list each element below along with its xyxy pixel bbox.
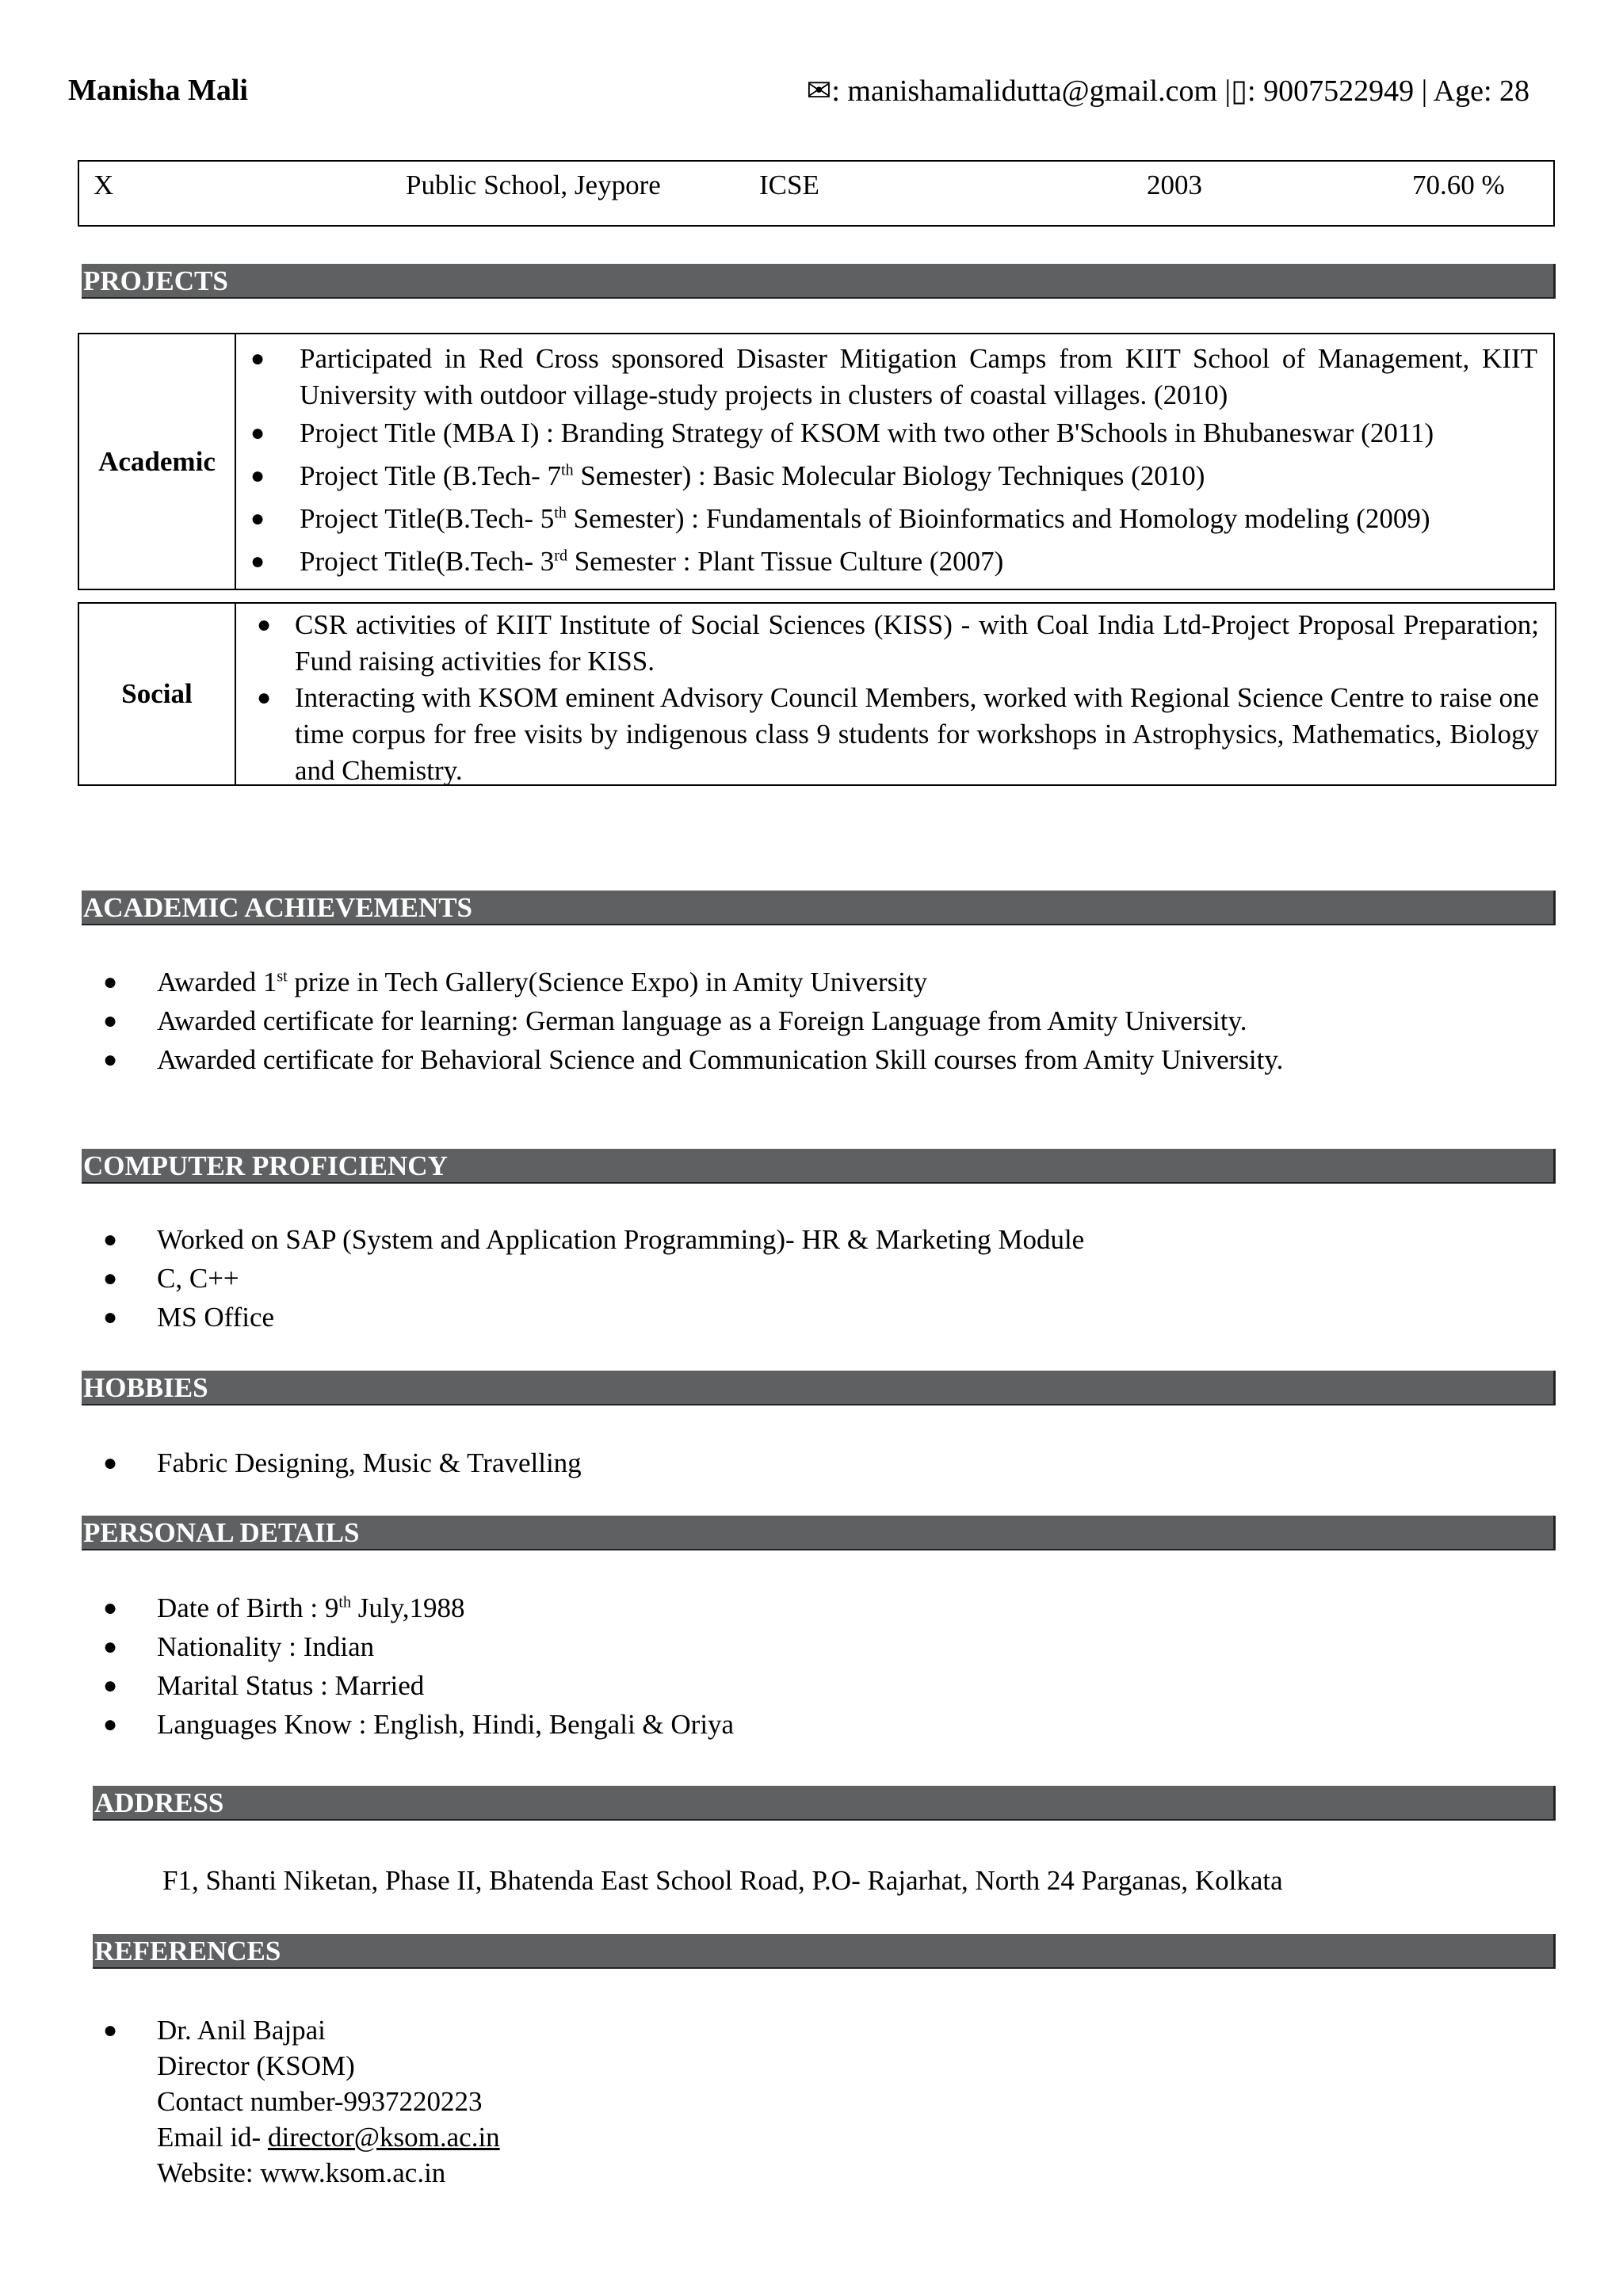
bullet-icon: ● [250, 463, 265, 489]
bullet-icon: ● [250, 420, 265, 446]
list-item: ● Interacting with KSOM eminent Advisory Council Members, worked with Regional Science Centre to raise one time corpus for free visits by indigenous class 9 students for workshops in Astrophysics, Mathematics, Biology and Chemistry. [235, 680, 1539, 786]
reference-name: Dr. Anil Bajpai [157, 2015, 326, 2046]
education-institute: Public School, Jeypore [406, 170, 661, 200]
list-item: ● Project Title (MBA I) : Branding Strategy of KSOM with two other B'Schools in Bhubaneswar (2011) [235, 415, 1537, 452]
bullet-icon: ● [103, 1595, 118, 1621]
projects-academic-list [235, 334, 1553, 589]
list-item: ● Project Title (B.Tech- 7th Semester) : Basic Molecular Biology Techniques (2010) [235, 458, 1537, 494]
section-header-address: ADDRESS [93, 1786, 1556, 1821]
list-item: ● CSR activities of KIIT Institute of Social Sciences (KISS) - with Coal India Ltd-Project Proposal Preparation; Fund raising activities for KISS. [235, 607, 1539, 680]
bullet-icon: ● [103, 2017, 118, 2043]
section-header-academic-achievements: ACADEMIC ACHIEVEMENTS [82, 891, 1556, 925]
reference-email-line: Email id- director@ksom.ac.in [157, 2122, 500, 2153]
list-item: ● Project Title(B.Tech- 5th Semester) : Fundamentals of Bioinformatics and Homology modeling (2009) [235, 501, 1537, 537]
section-header-computer-proficiency: COMPUTER PROFICIENCY [82, 1149, 1556, 1184]
bullet-icon: ● [250, 548, 265, 574]
section-header-hobbies: HOBBIES [82, 1371, 1556, 1405]
bullet-icon: ● [257, 685, 272, 711]
bullet-icon: ● [103, 1711, 118, 1737]
section-header-references: REFERENCES [93, 1934, 1556, 1969]
section-header-projects: PROJECTS [82, 264, 1556, 299]
reference-website: Website: www.ksom.ac.in [157, 2157, 446, 2188]
bullet-icon: ● [103, 1008, 118, 1034]
bullet-icon: ● [103, 1634, 118, 1660]
education-score: 70.60 % [1412, 170, 1505, 200]
education-board: ICSE [759, 170, 819, 200]
projects-social-list [235, 604, 1555, 784]
projects-academic-box [78, 333, 1555, 590]
bullet-icon: ● [103, 1450, 118, 1476]
bullet-icon: ● [103, 1672, 118, 1699]
contact-line: ✉: manishamalidutta@gmail.com |▯: 9007522949 | Age: 28 [806, 74, 1529, 108]
list-item: ● Participated in Red Cross sponsored Disaster Mitigation Camps from KIIT School of Management, KIIT University with outdoor village-study projects in clusters of coastal villages. (2010) [235, 341, 1537, 414]
bullet-icon: ● [250, 505, 265, 532]
address-text: F1, Shanti Niketan, Phase II, Bhatenda East School Road, P.O- Rajarhat, North 24 Parganas, Kolkata [162, 1865, 1283, 1896]
bullet-icon: ● [103, 1047, 118, 1073]
projects-social-box [78, 602, 1556, 786]
projects-academic-label: Academic [79, 334, 236, 589]
bullet-icon: ● [103, 1304, 118, 1330]
candidate-name: Manisha Mali [68, 74, 248, 107]
section-header-personal-details: PERSONAL DETAILS [82, 1516, 1556, 1550]
bullet-icon: ● [250, 345, 265, 372]
education-table-row [78, 160, 1555, 227]
education-level: X [94, 170, 114, 200]
bullet-icon: ● [257, 612, 272, 638]
reference-title: Director (KSOM) [157, 2050, 355, 2081]
education-year: 2003 [1147, 170, 1202, 200]
reference-email-link[interactable]: director@ksom.ac.in [267, 2122, 500, 2153]
bullet-icon: ● [103, 1226, 118, 1253]
reference-contact: Contact number-9937220223 [157, 2086, 483, 2117]
list-item: ● Project Title(B.Tech- 3rd Semester : Plant Tissue Culture (2007) [235, 543, 1537, 580]
bullet-icon: ● [103, 1265, 118, 1291]
bullet-icon: ● [103, 969, 118, 995]
projects-social-label: Social [79, 604, 236, 784]
